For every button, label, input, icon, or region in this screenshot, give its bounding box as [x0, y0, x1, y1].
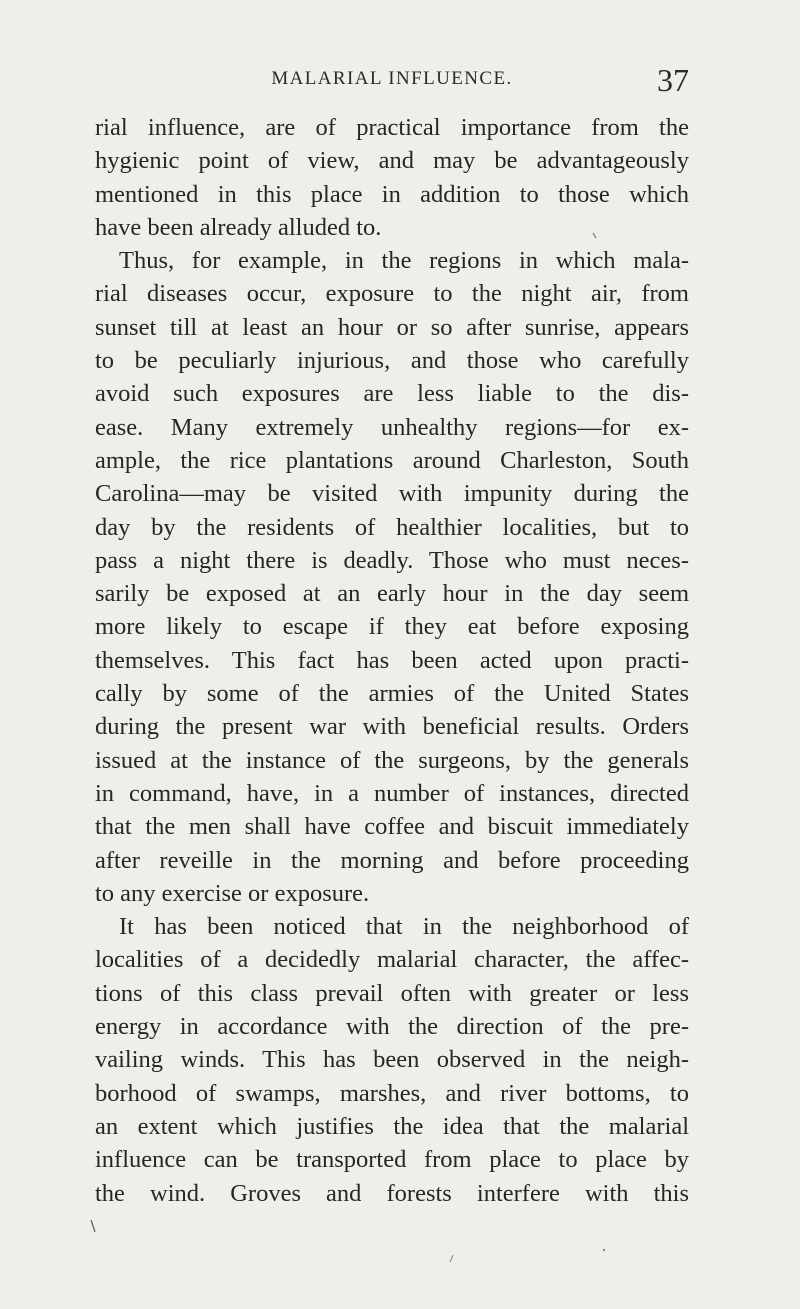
text-line: the wind. Groves and forests interfere with this: [95, 1179, 689, 1207]
body-text: [95, 111, 689, 1210]
text-line: Thus, for example, in the regions in which mala-: [119, 247, 689, 275]
text-line: cally by some of the armies of the United States: [95, 680, 689, 708]
text-line: ample, the rice plantations around Charleston, South: [95, 446, 689, 474]
text-line: sarily be exposed at an early hour in the day seem: [95, 580, 689, 608]
print-speck: [450, 1255, 453, 1262]
text-line: to any exercise or exposure.: [95, 879, 370, 907]
text-line: influence can be transported from place to place by: [95, 1146, 689, 1174]
text-line: mentioned in this place in addition to those which: [95, 180, 689, 208]
text-line: during the present war with beneficial results. Orders: [95, 713, 689, 741]
running-title: MALARIAL INFLUENCE.: [271, 68, 513, 89]
running-head: [95, 64, 689, 100]
text-line: day by the residents of healthier localities, but to: [95, 513, 689, 541]
text-line: It has been noticed that in the neighborhood of: [119, 913, 689, 941]
text-line: sunset till at least an hour or so after sunrise, appears: [95, 313, 689, 341]
text-line: have been already alluded to.: [95, 213, 382, 241]
text-line: tions of this class prevail often with greater or less: [95, 979, 689, 1007]
text-line: more likely to escape if they eat before exposing: [95, 613, 689, 641]
print-speck: [91, 1220, 95, 1232]
text-line: Carolina—may be visited with impunity during the: [95, 480, 689, 508]
text-line: vailing winds. This has been observed in the neigh-: [95, 1046, 689, 1074]
text-line: an extent which justifies the idea that the malarial: [95, 1112, 689, 1140]
text-line: rial influence, are of practical importance from the: [95, 114, 689, 141]
text-line: to be peculiarly injurious, and those who carefully: [95, 347, 689, 375]
text-line: issued at the instance of the surgeons, by the generals: [95, 746, 689, 774]
text-line: themselves. This fact has been acted upon practi-: [95, 646, 689, 674]
text-line: borhood of swamps, marshes, and river bottoms, to: [95, 1079, 689, 1107]
text-line: after reveille in the morning and before proceeding: [95, 846, 689, 874]
text-line: rial diseases occur, exposure to the night air, from: [95, 280, 689, 308]
page-number: 37: [657, 62, 689, 98]
text-line: that the men shall have coffee and biscuit immediately: [95, 813, 689, 841]
print-speck: [603, 1249, 605, 1251]
text-line: avoid such exposures are less liable to the dis-: [95, 380, 689, 408]
text-line: energy in accordance with the direction of the pre-: [95, 1013, 689, 1041]
text-line: pass a night there is deadly. Those who must neces-: [95, 546, 689, 574]
text-line: in command, have, in a number of instances, directed: [95, 779, 689, 807]
text-line: ease. Many extremely unhealthy regions—for ex-: [95, 413, 689, 441]
text-line: localities of a decidedly malarial character, the affec-: [95, 946, 689, 974]
text-line: hygienic point of view, and may be advantageously: [95, 147, 689, 175]
